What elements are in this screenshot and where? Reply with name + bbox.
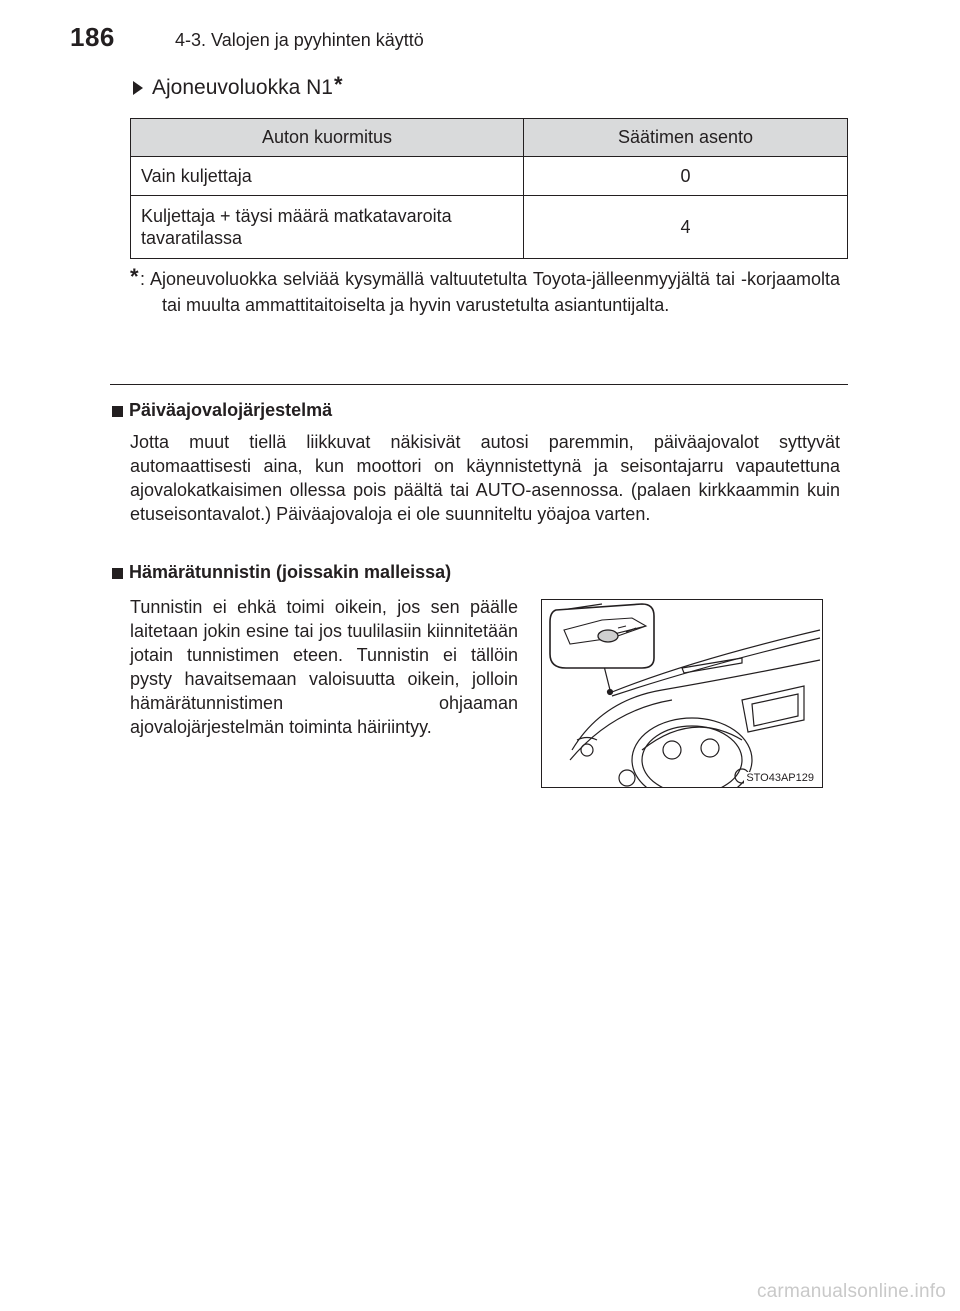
footnote-asterisk: *: [130, 264, 139, 289]
dashboard-sensor-figure: [541, 599, 823, 788]
section-heading-daytime-lights: [112, 400, 332, 421]
footnote-text: : Ajoneuvoluokka selviää kysymällä valtuutetulta Toyota-jälleenmyyjältä tai -korjaamolta tai muulta ammattitaitoiselta ja hyvin varustetulta asiantuntijalta.: [140, 269, 840, 315]
table-cell-position: 0: [524, 157, 848, 196]
table-row: [131, 157, 848, 196]
subheading-text: Ajoneuvoluokka N1: [152, 76, 333, 99]
dashboard-sensor-illustration-icon: [542, 600, 822, 787]
table-cell-load: Kuljettaja + täysi määrä matkatavaroita tavaratilassa: [131, 196, 524, 259]
subheading-asterisk: *: [333, 72, 343, 97]
section-title: Hämärätunnistin (joissakin malleissa): [129, 562, 452, 582]
subheading: [133, 72, 343, 102]
section-body-daytime-lights: Jotta muut tiellä liikkuvat näkisivät autosi paremmin, päiväajovalot syttyvät automaattisesti aina, kun moottori on käynnistettynä ja seisontajarru vapautettuna ajovalokatkaisimen ollessa pois päältä tai AUTO-asennossa. (palaen kirkkaammin kuin etuseisontavalot.) Päiväajovaloja ei ole suunniteltu yöajoa varten.: [130, 432, 840, 524]
section-title: Päiväajovalojärjestelmä: [129, 400, 333, 420]
square-bullet-icon: [112, 568, 123, 579]
table-cell-load: Vain kuljettaja: [131, 157, 524, 196]
section-divider: [110, 384, 848, 385]
footnote: [130, 266, 840, 318]
triangle-bullet-icon: [133, 81, 143, 95]
table-cell-position: 4: [524, 196, 848, 259]
section-heading-light-sensor: [112, 562, 451, 583]
chapter-title: 4-3. Valojen ja pyyhinten käyttö: [175, 30, 424, 50]
table-header-position: Säätimen asento: [524, 119, 848, 157]
figure-code: STO43AP129: [746, 772, 814, 784]
watermark: carmanualsonline.info: [756, 1281, 946, 1302]
table-row: [131, 196, 848, 259]
table-header-row: [131, 119, 848, 157]
page-number: 186: [70, 22, 115, 52]
load-table: [130, 118, 848, 259]
section-body-light-sensor: Tunnistin ei ehkä toimi oikein, jos sen päälle laitetaan jokin esine tai jos tuulilasiin kiinnitetään jotain tunnistimen eteen. Tunnistin ei tällöin pysty havaitsemaan valoisuutta oikein, jolloin hämärätunnistimen ohjaaman ajovalojärjestelmän toiminta häiriintyy.: [130, 597, 518, 737]
square-bullet-icon: [112, 406, 123, 417]
table-header-load: Auton kuormitus: [131, 119, 524, 157]
